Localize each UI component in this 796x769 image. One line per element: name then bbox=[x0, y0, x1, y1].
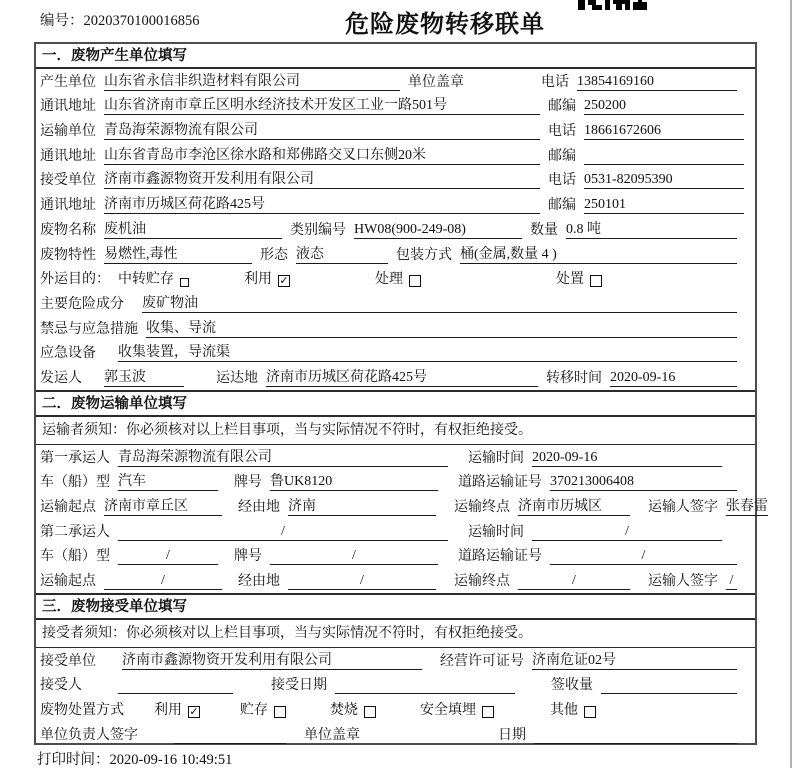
field-value: / bbox=[288, 572, 436, 590]
checkbox-group bbox=[556, 271, 602, 288]
checkbox-group bbox=[118, 271, 189, 288]
field-value: 收集装置，导流渠 bbox=[118, 344, 737, 362]
section-heading: 一．废物产生单位填写 bbox=[36, 44, 755, 69]
field-label: 运输人签字 bbox=[648, 500, 718, 515]
form-row bbox=[36, 118, 755, 143]
form-row bbox=[36, 494, 768, 519]
field-value: 13854169160 bbox=[577, 73, 737, 91]
form-row bbox=[36, 217, 755, 242]
field-value bbox=[335, 677, 515, 694]
field-label: 废物特性 bbox=[40, 247, 96, 263]
field-label: 车（船）型 bbox=[40, 549, 110, 565]
form-row bbox=[36, 267, 755, 292]
form-section bbox=[36, 44, 755, 390]
field-value: 山东省青岛市李沧区徐水路和郑佛路交叉口东侧20米 bbox=[104, 147, 540, 165]
section-notice: 运输者须知：你必须核对以上栏目事项，当与实际情况不符时，有权拒绝接受。 bbox=[36, 417, 755, 445]
field-label: 道路运输证号 bbox=[458, 549, 542, 565]
checkbox-label: 贮存 bbox=[240, 703, 268, 719]
field-label: 通讯地址 bbox=[40, 148, 96, 164]
field-value: 青岛海荣源物流有限公司 bbox=[118, 449, 448, 467]
form-row bbox=[36, 544, 755, 569]
field-value: 0.8 吨 bbox=[566, 221, 737, 239]
field-value: / bbox=[550, 547, 737, 565]
field-label: 运输终点 bbox=[454, 500, 510, 515]
field-value: 0531-82095390 bbox=[584, 171, 744, 189]
field-label: 经营许可证号 bbox=[440, 653, 524, 669]
field-value: 收集、导流 bbox=[146, 320, 737, 338]
field-label: 运输起点 bbox=[40, 500, 96, 515]
field-label: 运输时间 bbox=[468, 450, 524, 466]
field-label: 废物名称 bbox=[40, 222, 96, 238]
field-label: 转移时间 bbox=[546, 370, 602, 386]
form-row bbox=[36, 291, 755, 316]
checkbox-unchecked-icon bbox=[274, 706, 286, 718]
field-value: 济南市鑫源物资开发利用有限公司 bbox=[122, 652, 422, 670]
field-label: 接受单位 bbox=[40, 653, 96, 669]
form-row bbox=[36, 722, 755, 747]
checkbox-label: 中转贮存 bbox=[118, 272, 174, 288]
form-row bbox=[36, 94, 755, 119]
page-edge-line bbox=[790, 0, 792, 768]
field-label: 第二承运人 bbox=[40, 524, 110, 540]
checkbox-group bbox=[375, 271, 421, 288]
form-row bbox=[36, 673, 755, 698]
field-label: 日期 bbox=[498, 727, 526, 743]
form-row bbox=[36, 568, 755, 593]
form-row bbox=[36, 316, 755, 341]
field-value: 液态 bbox=[296, 246, 388, 264]
field-value: 鲁UK8120 bbox=[270, 473, 438, 491]
field-value: / bbox=[726, 572, 737, 590]
field-label: 第一承运人 bbox=[40, 450, 110, 466]
section-heading: 二．废物运输单位填写 bbox=[36, 392, 755, 417]
field-label: 经由地 bbox=[238, 500, 280, 515]
field-value bbox=[584, 148, 744, 165]
field-label: 产生单位 bbox=[40, 74, 96, 90]
field-value: 18661672606 bbox=[584, 122, 744, 140]
checkbox-unchecked-icon bbox=[409, 275, 421, 287]
field-value: 青岛海荣源物流有限公司 bbox=[104, 122, 540, 140]
field-label: 接受人 bbox=[40, 678, 82, 694]
field-label: 外运目的： bbox=[40, 272, 110, 288]
checkbox-label: 安全填埋 bbox=[420, 703, 476, 719]
field-value: 济南危证02号 bbox=[532, 652, 737, 670]
field-label: 签收量 bbox=[551, 678, 593, 694]
field-label: 通讯地址 bbox=[40, 99, 96, 115]
field-value: 山东省济南市章丘区明水经济技术开发区工业一路501号 bbox=[104, 97, 540, 115]
field-label: 牌号 bbox=[234, 549, 262, 565]
field-label: 数量 bbox=[530, 222, 558, 238]
form-row bbox=[36, 648, 755, 673]
field-label: 单位负责人签字 bbox=[40, 727, 138, 743]
field-label: 运达地 bbox=[216, 370, 258, 386]
form-row bbox=[36, 697, 755, 722]
field-label: 废物处置方式 bbox=[40, 703, 124, 719]
form-row bbox=[36, 69, 755, 94]
checkbox-label: 处理 bbox=[375, 272, 403, 288]
checkbox-label: 利用 bbox=[244, 272, 272, 288]
form-section bbox=[36, 390, 768, 593]
form-row bbox=[36, 242, 755, 267]
field-label: 牌号 bbox=[234, 475, 262, 491]
field-label: 道路运输证号 bbox=[458, 475, 542, 491]
field-label: 接受单位 bbox=[40, 173, 96, 189]
field-value bbox=[174, 727, 286, 744]
checkbox-label: 其他 bbox=[550, 703, 578, 719]
checkbox-unchecked-icon bbox=[180, 278, 189, 287]
static-text: 单位盖章 bbox=[304, 727, 360, 743]
print-time bbox=[37, 748, 232, 769]
field-label: 包装方式 bbox=[396, 247, 452, 263]
field-value: 郭玉波 bbox=[104, 369, 184, 387]
checkbox-unchecked-icon bbox=[482, 706, 494, 718]
field-value: 济南 bbox=[288, 498, 436, 516]
form-row bbox=[36, 168, 755, 193]
field-label: 运输人签字 bbox=[648, 574, 718, 590]
field-value: / bbox=[118, 547, 218, 565]
transfer-form-table bbox=[34, 42, 768, 745]
field-label: 主要危险成分 bbox=[40, 296, 124, 312]
field-value: / bbox=[532, 523, 722, 541]
form-row bbox=[36, 365, 755, 390]
checkbox-group bbox=[420, 702, 494, 719]
field-value: 汽车 bbox=[118, 473, 218, 491]
print-time-value: 2020-09-16 10:49:51 bbox=[109, 752, 233, 768]
field-value: / bbox=[118, 523, 448, 541]
form-row bbox=[36, 445, 755, 470]
field-label: 接受日期 bbox=[271, 678, 327, 694]
form-row bbox=[36, 143, 755, 168]
field-label: 应急设备 bbox=[40, 346, 96, 362]
field-value bbox=[534, 727, 737, 744]
field-value bbox=[118, 677, 233, 694]
field-value: / bbox=[270, 547, 438, 565]
field-value: 桶(金属,数量 4 ) bbox=[460, 246, 737, 264]
field-value: HW08(900-249-08) bbox=[354, 221, 522, 239]
field-label: 电话 bbox=[548, 124, 576, 140]
field-value: 山东省永信非织造材料有限公司 bbox=[104, 73, 400, 91]
serial-label: 编号： bbox=[40, 13, 84, 29]
section-heading: 三．废物接受单位填写 bbox=[36, 595, 755, 620]
checkbox-unchecked-icon bbox=[590, 275, 602, 287]
qr-code-fragment-icon bbox=[578, 0, 652, 10]
field-value: 济南市历城区荷花路425号 bbox=[104, 196, 540, 214]
field-value: 张春雷 bbox=[726, 499, 768, 514]
serial-value: 2020370100016856 bbox=[83, 13, 200, 29]
field-value: 济南市历城区 bbox=[518, 498, 630, 516]
field-label: 通讯地址 bbox=[40, 198, 96, 214]
print-time-label: 打印时间： bbox=[37, 752, 110, 768]
form-row bbox=[36, 470, 755, 495]
field-label: 运输起点 bbox=[40, 574, 96, 590]
checkbox-label: 焚烧 bbox=[330, 703, 358, 719]
checkbox-group bbox=[154, 702, 200, 719]
field-value: 370213006408 bbox=[550, 473, 737, 491]
field-label: 邮编 bbox=[548, 148, 576, 164]
field-value: 250101 bbox=[584, 196, 744, 214]
checkbox-unchecked-icon bbox=[364, 706, 376, 718]
checkbox-checked-icon: ✓ bbox=[279, 274, 289, 288]
field-value bbox=[601, 677, 737, 694]
field-label: 运输单位 bbox=[40, 124, 96, 140]
checkbox-checked-icon: ✓ bbox=[189, 705, 199, 719]
field-label: 发运人 bbox=[40, 370, 82, 386]
checkbox-unchecked-icon bbox=[584, 706, 596, 718]
field-value: 易燃性,毒性 bbox=[104, 246, 252, 264]
checkbox-label: 处置 bbox=[556, 272, 584, 288]
checkbox-group bbox=[330, 702, 376, 719]
field-label: 电话 bbox=[548, 173, 576, 189]
field-value: 济南市章丘区 bbox=[104, 498, 222, 516]
field-value: 2020-09-16 bbox=[532, 449, 722, 467]
field-value: 废矿物油 bbox=[142, 295, 737, 313]
form-row bbox=[36, 341, 755, 366]
field-label: 邮编 bbox=[548, 198, 576, 214]
field-label: 车（船）型 bbox=[40, 475, 110, 491]
static-text: 单位盖章 bbox=[408, 74, 464, 90]
checkbox-group bbox=[240, 702, 286, 719]
checkbox-label: 利用 bbox=[154, 703, 182, 719]
form-row bbox=[36, 519, 755, 544]
field-label: 电话 bbox=[541, 74, 569, 90]
checkbox-group bbox=[244, 271, 290, 288]
field-label: 邮编 bbox=[548, 99, 576, 115]
field-value: 250200 bbox=[584, 97, 744, 115]
field-label: 运输终点 bbox=[454, 574, 510, 590]
section-notice: 接受者须知：你必须核对以上栏目事项，当与实际情况不符时，有权拒绝接受。 bbox=[36, 620, 755, 648]
field-value: / bbox=[104, 572, 222, 590]
form-section bbox=[36, 593, 755, 747]
field-value: 2020-09-16 bbox=[610, 369, 737, 387]
field-value: / bbox=[518, 572, 630, 590]
field-label: 禁忌与应急措施 bbox=[40, 321, 138, 337]
field-label: 运输时间 bbox=[468, 524, 524, 540]
page-title: 危险废物转移联单 bbox=[345, 11, 545, 38]
field-value: 济南市历城区荷花路425号 bbox=[266, 369, 538, 387]
form-row bbox=[36, 192, 755, 217]
field-label: 类别编号 bbox=[290, 222, 346, 238]
checkbox-group bbox=[550, 702, 596, 719]
field-label: 形态 bbox=[260, 247, 288, 263]
field-label: 经由地 bbox=[238, 574, 280, 590]
field-value: 废机油 bbox=[104, 221, 282, 239]
field-value: 济南市鑫源物资开发利用有限公司 bbox=[104, 171, 540, 189]
